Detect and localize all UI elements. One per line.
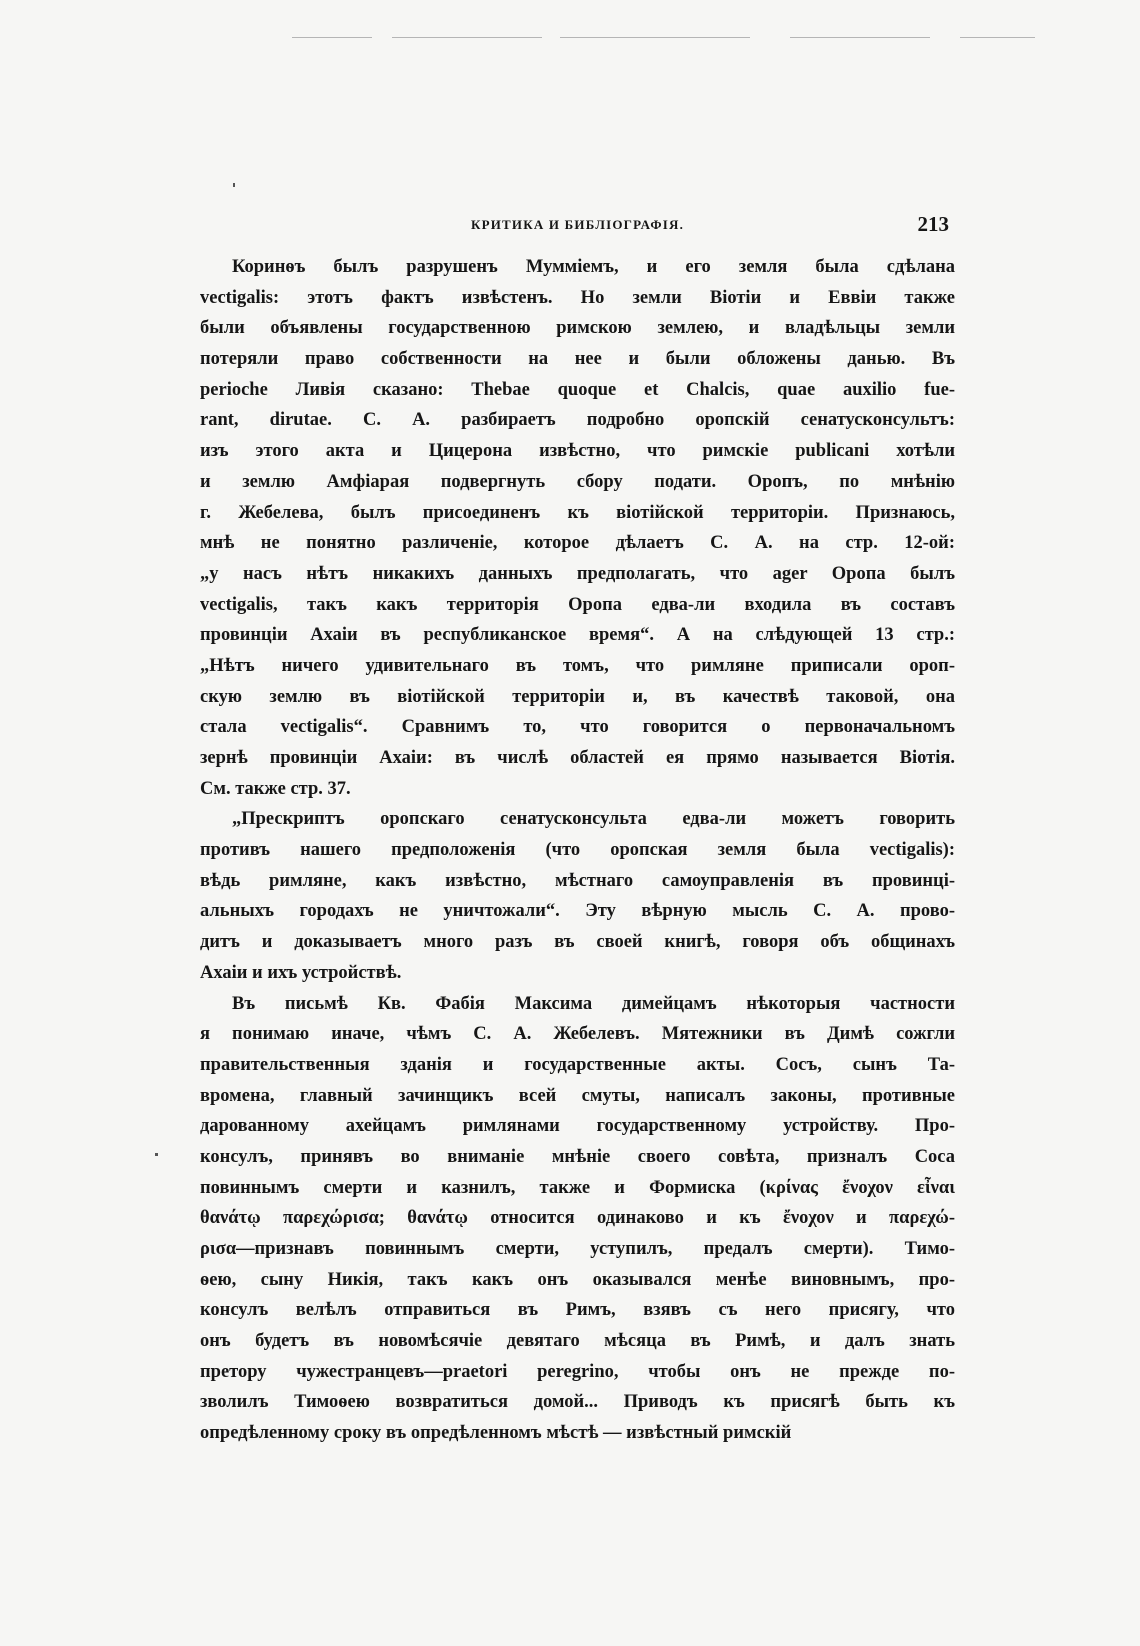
text-line: зернѣ провинціи Ахаіи: въ числѣ областей ея прямо называется Віотія. [200, 748, 955, 768]
text-line: провинціи Ахаіи въ республиканское время“. А на слѣдующей 13 стр.: [200, 625, 955, 646]
page-number: 213 [917, 212, 949, 236]
text-line: Ахаіи и ихъ устройствѣ. [200, 962, 402, 983]
paragraph [200, 252, 955, 804]
text-line: дарованному ахейцамъ римлянами государственному устройству. Про- [200, 1116, 955, 1137]
paragraph [200, 804, 955, 988]
text-line: онъ будетъ въ новомѣсячіе девятаго мѣсяца въ Римѣ, и далъ знать [200, 1331, 955, 1352]
scan-edge-mark [560, 37, 750, 38]
scan-speck [155, 1153, 158, 1156]
text-line: См. также стр. 37. [200, 778, 351, 799]
text-line: ѳею, сыну Никія, такъ какъ онъ оказывался менѣе виновнымъ, про- [200, 1269, 955, 1290]
text-line: зволилъ Тимоѳею возвратиться домой... Приводъ къ присягѣ быть къ [200, 1392, 955, 1413]
text-line: rant, dirutae. С. А. разбираетъ подробно оропскій сенатусконсультъ: [200, 410, 955, 431]
text-line: консулъ велѣлъ отправиться въ Римъ, взявъ съ него присягу, что [200, 1300, 955, 1321]
running-head [200, 214, 955, 244]
text-line: потеряли право собственности на нее и были обложены данью. Въ [200, 349, 955, 370]
text-line: повиннымъ смерти и казнилъ, также и Формиска (κρίνας ἔνοχον εἶναι [200, 1177, 955, 1198]
scan-edge-mark [790, 37, 930, 38]
text-line: Въ письмѣ Кв. Фабія Максима димейцамъ нѣкоторыя частности [232, 993, 955, 1014]
text-line: я понимаю иначе, чѣмъ С. А. Жебелевъ. Мятежники въ Димѣ сожгли [200, 1024, 955, 1045]
text-line: мнѣ не понятно различеніе, которое дѣлаетъ С. А. на стр. 12-ой: [200, 533, 955, 554]
text-line: „Прескриптъ оропскаго сенатусконсульта едва-ли можетъ говорить [232, 809, 955, 830]
text-line: θανάτῳ παρεχώρισα; θανάτῳ относится одинаково и къ ἔνοχον и παρεχώ- [200, 1208, 955, 1229]
text-line: вромена, главный зачинщикъ всей смуты, написалъ законы, противные [200, 1085, 955, 1106]
scan-speck [233, 183, 235, 187]
text-line: правительственныя зданія и государственные акты. Сосъ, сынъ Та- [200, 1054, 955, 1075]
text-line: консулъ, принявъ во вниманіе мнѣніе своего совѣта, призналъ Соса [200, 1146, 955, 1167]
text-line: Коринѳъ былъ разрушенъ Муммiемъ, и его земля была сдѣлана [232, 257, 955, 277]
text-line: противъ нашего предположенія (что оропская земля была vectigalis): [200, 840, 955, 861]
text-line: были объявлены государственною римскою землею, и владѣльцы земли [200, 318, 955, 339]
scan-edge-mark [392, 37, 542, 38]
book-page [200, 214, 955, 1449]
text-line: альныхъ городахъ не уничтожали“. Эту вѣрную мысль С. А. прово- [200, 901, 955, 922]
text-line: изъ этого акта и Цицерона извѣстно, что римскіе publicani хотѣли [200, 441, 955, 462]
text-line: опредѣленному сроку въ опредѣленномъ мѣстѣ — извѣстный римскій [200, 1423, 792, 1444]
text-line: г. Жебелева, былъ присоединенъ къ віотійской территоріи. Признаюсь, [200, 502, 955, 523]
text-line: vectigalis: этотъ фактъ извѣстенъ. Но земли Віотіи и Еввіи также [200, 287, 955, 308]
text-line: претору чужестранцевъ—praetori peregrino, чтобы онъ не прежде по- [200, 1361, 955, 1382]
text-line: ρισα—признавъ повиннымъ смерти, уступилъ, предалъ смерти). Тимо- [200, 1239, 955, 1259]
text-line: скую землю въ віотійской территоріи и, въ качествѣ таковой, она [200, 686, 955, 707]
text-line: periоche Ливія сказано: Thebae quoque et Chalcis, quae auxilio fue- [200, 379, 955, 400]
running-head-title: КРИТИКА И БИБЛІОГРАФІЯ. [470, 217, 685, 232]
text-line: вѣдь римляне, какъ извѣстно, мѣстнаго самоуправленія въ провинці- [200, 870, 955, 891]
text-line: „Нѣтъ ничего удивительнаго въ томъ, что римляне приписали ороп- [200, 655, 955, 676]
text-line: „у насъ нѣтъ никакихъ данныхъ предполагать, что ager Оропа былъ [200, 563, 955, 584]
text-line: стала vectigalis“. Сравнимъ то, что говорится о первоначальномъ [200, 717, 955, 738]
paragraph [200, 989, 955, 1449]
scan-edge-mark [292, 37, 372, 38]
body-text [200, 252, 955, 1449]
text-line: дитъ и доказываетъ много разъ въ своей книгѣ, говоря объ общинахъ [200, 932, 955, 953]
scan-edge-mark [960, 37, 1035, 38]
text-line: vectigalis, такъ какъ территорія Оропа едва-ли входила въ составъ [200, 594, 955, 615]
text-line: и землю Амфіарая подвергнуть сбору подати. Оропъ, по мнѣнію [200, 471, 955, 492]
